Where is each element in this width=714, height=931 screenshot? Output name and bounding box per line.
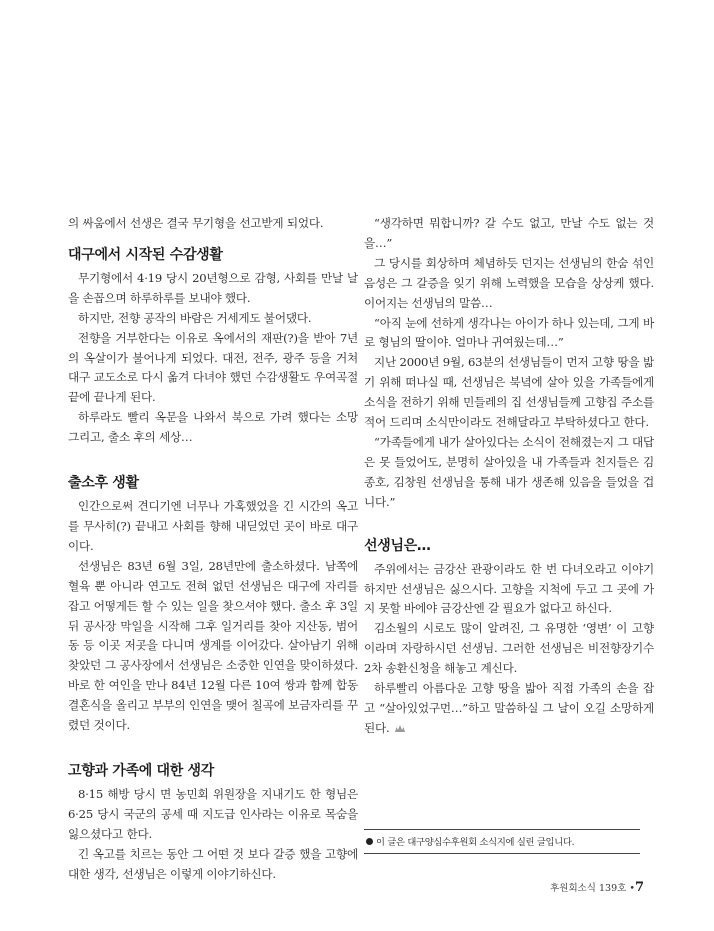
page-number: 7 (634, 880, 644, 895)
quote-paragraph: “가족들에게 내가 살아있다는 소식이 전해졌는지 그 대답은 못 들었어도, 분명히 살아있을 내 가족들과 친지들은 김종호, 김창원 선생님을 통해 내가 생존해 있음을 들었을 겁니다.” (364, 434, 654, 509)
source-note (364, 829, 640, 854)
body-paragraph: 인간으로써 견디기엔 너무나 가혹했었을 긴 시간의 옥고를 무사히(?) 끝내고 사회를 향해 내딛었던 곳이 바로 대구이다. (68, 499, 358, 553)
section-heading-daegu: 대구에서 시작된 수감생활 (68, 246, 223, 263)
body-paragraph: 그 당시를 회상하며 체념하듯 던지는 선생님의 한숨 섞인 음성은 그 갈증을 잊기 위해 노력했을 모습을 상상케 했다. 이어지는 선생님의 말씀… (364, 255, 654, 310)
closing-paragraph (364, 679, 654, 739)
body-paragraph: 긴 옥고를 치르는 동안 그 어떤 것 보다 갈증 했을 고향에 대한 생각, 선생님은 이렇게 이야기하신다. (68, 846, 358, 881)
page-footer (550, 880, 644, 895)
bullet-icon (366, 838, 373, 845)
body-paragraph: 무기형에서 4·19 당시 20년형으로 감형, 사회를 만날 날을 손꼽으며 하루하루를 보내야 했다. (68, 270, 358, 305)
body-paragraph: 지난 2000년 9월, 63분의 선생님들이 먼저 고향 땅을 밟기 위해 떠나실 때, 선생님은 북녘에 살아 있을 가족들에게 소식을 전하기 위해 민들레의 집 선생님들께 고향집 주소를 적어 드리며 소식만이라도 전해달라고 부탁하셨다고 한다. (364, 355, 654, 430)
quote-paragraph: “생각하면 뭐합니까? 갈 수도 없고, 만날 수도 없는 것을…” (364, 216, 654, 250)
body-paragraph: 김소월의 시로도 많이 알려진, 그 유명한 ‘영변’ 이 고향이라며 자랑하시던 선생님. 그러한 선생님은 비전향장기수 2차 송환신청을 해놓고 계신다. (364, 621, 654, 676)
left-column (68, 214, 358, 884)
body-paragraph: 전향을 거부한다는 이유로 옥에서의 재판(?)을 받아 7년의 옥살이가 불어나게 되었다. 대전, 전주, 광주 등을 거쳐 대구 교도소로 다시 옮겨 다녀야 했던 수감생활도 우여곡절 끝에 끝나게 된다. (68, 330, 358, 405)
end-mark-icon (394, 724, 406, 733)
section-heading-hometown: 고향과 가족에 대한 생각 (68, 762, 214, 779)
closing-text: 하루빨리 아름다운 고향 땅을 밟아 직접 가족의 손을 잡고 “살아있었구먼…”하고 말씀하실 그 날이 오길 소망하게 된다. (364, 681, 654, 735)
body-paragraph: 주위에서는 금강산 관광이라도 한 번 다녀오라고 이야기 하지만 선생님은 싫으시다. 고향을 지척에 두고 그 곳에 가지 못할 바에야 금강산엔 갈 필요가 없다고 하신다. (364, 561, 654, 616)
source-note-text: 이 글은 대구양심수후원회 소식지에 실린 글입니다. (376, 837, 575, 848)
section-heading-teacher: 선생님은… (364, 537, 431, 554)
publication-name: 후원회소식 139호 (550, 883, 627, 894)
intro-paragraph: 의 싸움에서 선생은 결국 무기형을 선고받게 되었다. (68, 216, 324, 230)
section-heading-after-release: 출소후 생활 (68, 475, 139, 492)
body-paragraph: 8·15 해방 당시 면 농민회 위원장을 지내기도 한 형님은 6·25 당시 국군의 공세 때 지도급 인사라는 이유로 목숨을 잃으셨다고 한다. (68, 786, 358, 841)
body-paragraph: 하지만, 전향 공작의 바람은 거세게도 불어댔다. (78, 310, 312, 325)
body-paragraph: 하루라도 빨리 옥문을 나와서 북으로 가려 했다는 소망 그리고, 출소 후의 세상… (68, 410, 358, 445)
body-paragraph: 선생님은 83년 6월 3일, 28년만에 출소하셨다. 남쪽에 혈육 뿐 아니라 연고도 전혀 없던 선생님은 대구에 자리를 잡고 어떻게든 할 수 있는 일을 찾으셔야 했다. 출소 후 3일 뒤 공사장 막일을 시작해 그후 일거리를 찾아 지산동, 범어동 등 이곳 저곳을 다니며 생계를 이어갔다. 살아남기 위해 찾았던 그 공사장에서 선생님은 소중한 인연을 맞이하셨다. 바로 한 여인을 만나 84년 12월 다른 10여 쌍과 함께 합동 결혼식을 올리고 부부의 인연을 맺어 칠곡에 보금자리를 꾸렸던 것이다. (68, 558, 358, 733)
footer-separator: • (629, 883, 635, 894)
right-column (364, 214, 654, 739)
quote-paragraph: “아직 눈에 선하게 생각나는 아이가 하나 있는데, 그게 바로 형님의 딸이야. 얼마나 귀여웠는데…” (364, 315, 654, 350)
